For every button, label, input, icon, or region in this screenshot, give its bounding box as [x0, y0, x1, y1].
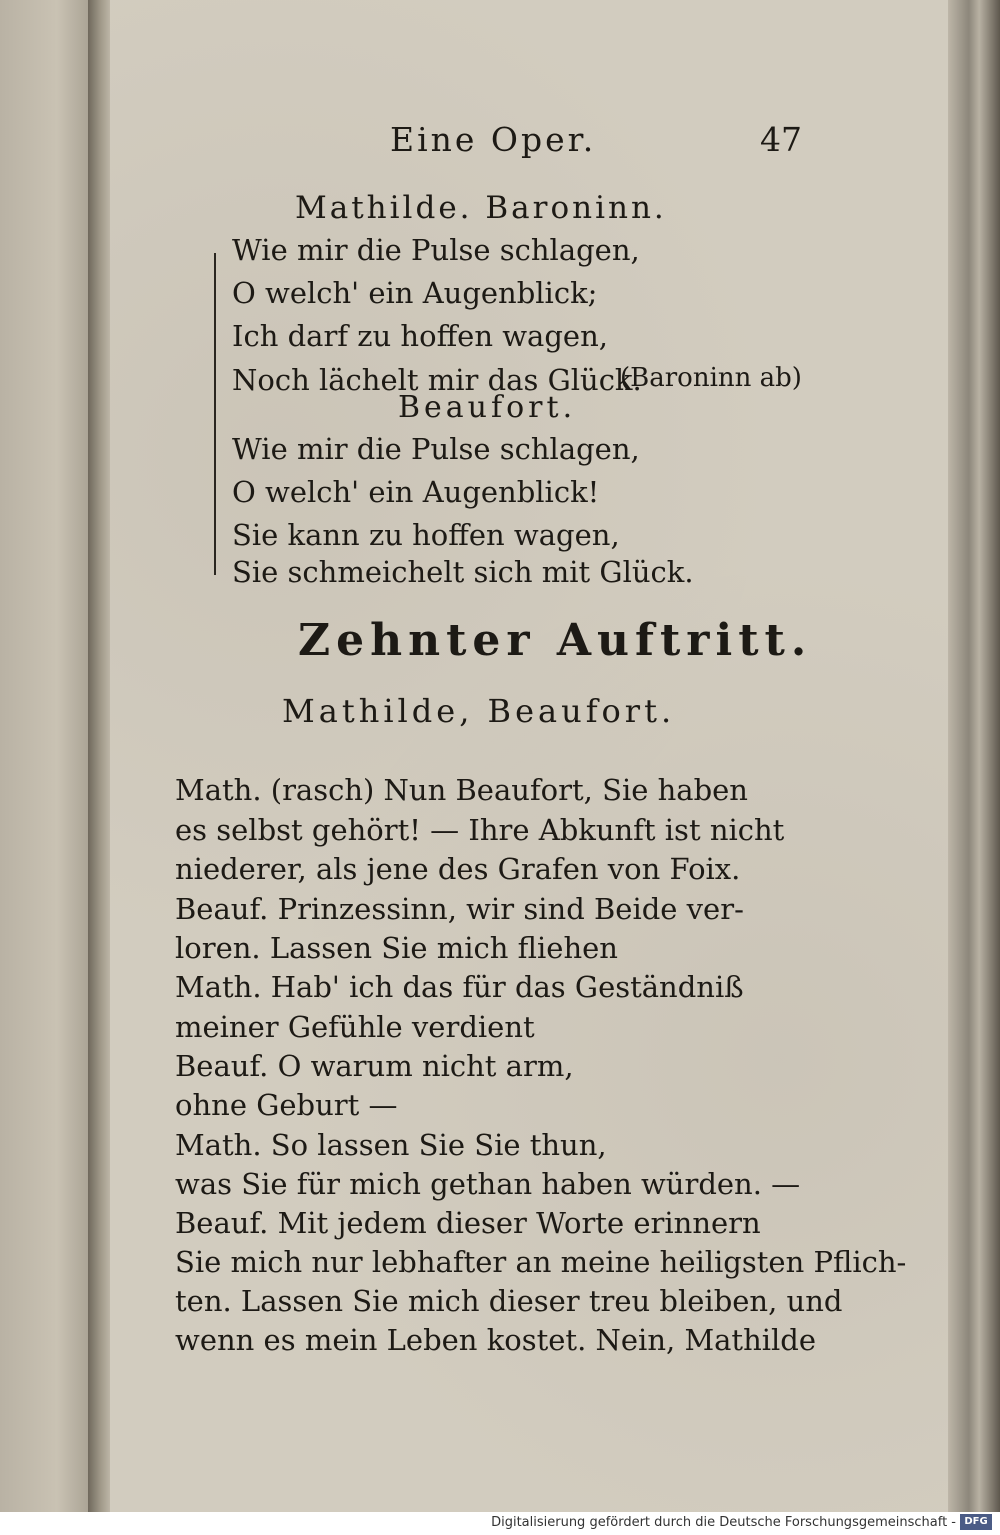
verse-line: Ich darf zu hoffen wagen,: [232, 319, 608, 353]
prose-line: meiner Gefühle verdient: [175, 1010, 535, 1044]
prose-line: Math. So lassen Sie Sie thun,: [175, 1128, 607, 1162]
prose-line: Beauf. O warum nicht arm,: [175, 1049, 574, 1083]
verse-line: O welch' ein Augenblick;: [232, 276, 598, 310]
prose-line: ten. Lassen Sie mich dieser treu bleiben, und: [175, 1284, 843, 1318]
stage-direction: (Baroninn ab): [620, 363, 802, 393]
footer-credit: Digitalisierung gefördert durch die Deutsche Forschungsgemeinschaft -: [491, 1515, 956, 1530]
prose-line: Sie mich nur lebhafter an meine heiligsten Pflich-: [175, 1245, 907, 1279]
verse-bracket: [214, 253, 224, 575]
prose-line: Beauf. Mit jedem dieser Worte erinnern: [175, 1206, 761, 1240]
verse-line: Sie schmeichelt sich mit Glück.: [232, 555, 694, 589]
page-stack-edge: [948, 0, 1000, 1512]
left-page-edge: [0, 0, 95, 1512]
dfg-logo: DFG: [960, 1514, 992, 1530]
verse-line: Wie mir die Pulse schlagen,: [232, 233, 640, 267]
book-gutter: [88, 0, 112, 1512]
prose-line: Beauf. Prinzessinn, wir sind Beide ver-: [175, 892, 744, 926]
duet-speakers: Mathilde. Baroninn.: [295, 190, 667, 226]
verse-line: Noch lächelt mir das Glück.: [232, 363, 642, 397]
prose-line: es selbst gehört! — Ihre Abkunft ist nicht: [175, 813, 785, 847]
verse-line: O welch' ein Augenblick!: [232, 475, 600, 509]
prose-line: loren. Lassen Sie mich fliehen: [175, 931, 618, 965]
scene-cast: Mathilde, Beaufort.: [282, 692, 676, 730]
prose-line: wenn es mein Leben kostet. Nein, Mathilde: [175, 1323, 817, 1357]
speaker-beaufort: Beaufort.: [398, 390, 577, 425]
prose-line: niederer, als jene des Grafen von Foix.: [175, 852, 741, 886]
verse-line: Sie kann zu hoffen wagen,: [232, 518, 620, 552]
prose-line: Math. (rasch) Nun Beaufort, Sie haben: [175, 773, 748, 807]
running-head: Eine Oper.: [390, 120, 597, 159]
prose-line: Math. Hab' ich das für das Geständniß: [175, 970, 744, 1004]
scene-heading: Zehnter Auftritt.: [298, 615, 813, 666]
prose-line: was Sie für mich gethan haben würden. —: [175, 1167, 801, 1201]
page-number: 47: [760, 120, 802, 159]
verse-line: Wie mir die Pulse schlagen,: [232, 432, 640, 466]
prose-line: ohne Geburt —: [175, 1088, 398, 1122]
